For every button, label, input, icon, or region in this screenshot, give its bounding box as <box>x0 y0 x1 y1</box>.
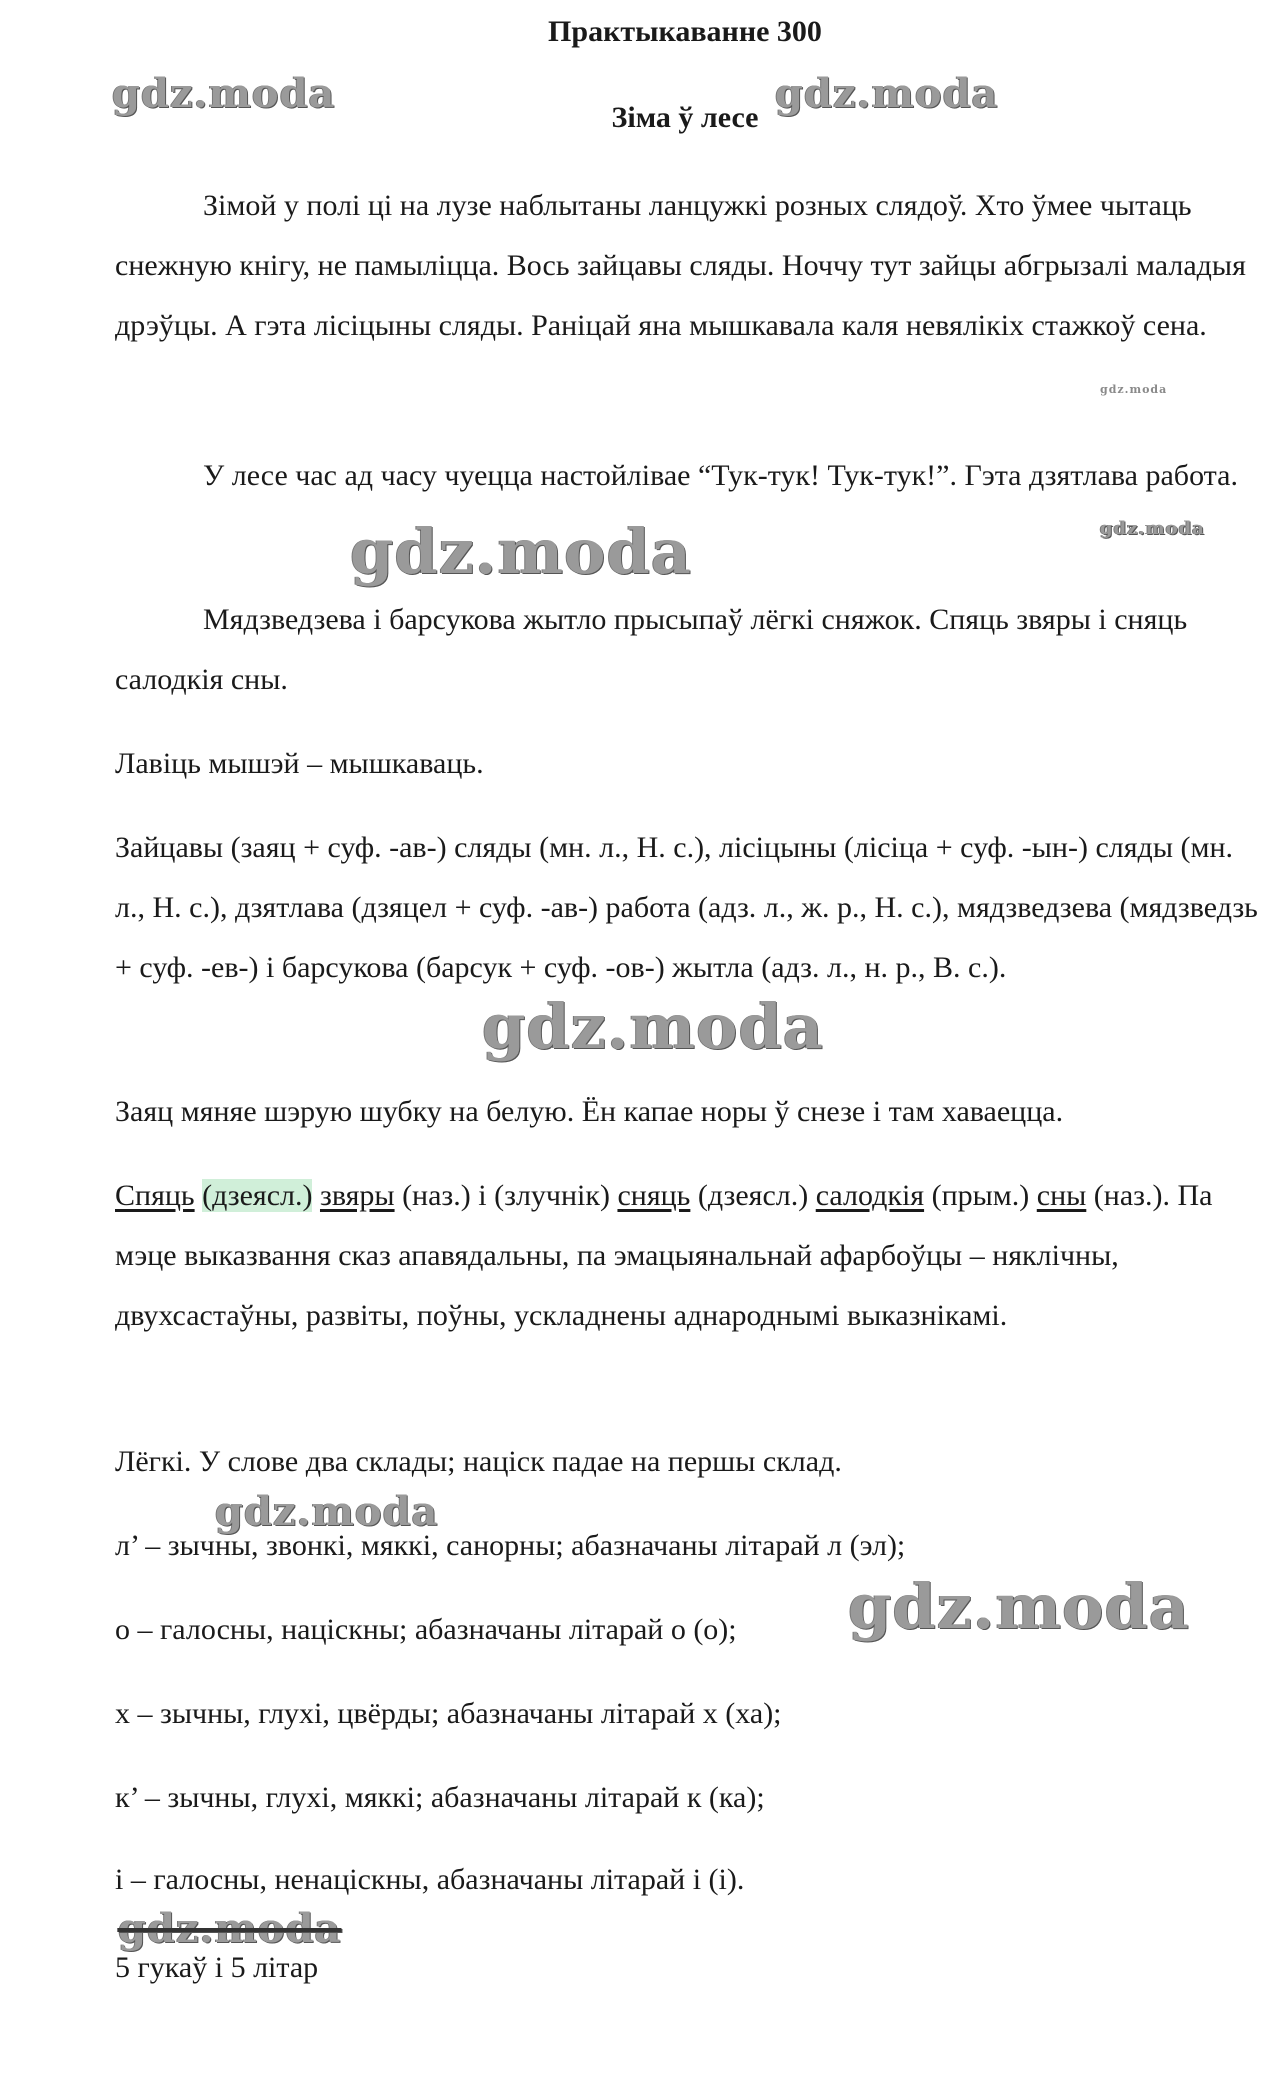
phonetic-line-3: х – зычны, глухі, цвёрды; абазначаны літарай х (ха); <box>115 1697 782 1730</box>
paragraph-8: Лёгкі. У слове два склады; націск падае на першы склад. <box>115 1445 842 1478</box>
phonetic-count: 5 гукаў і 5 літар <box>115 1951 319 1984</box>
paragraph-6: Заяц мяняе шэрую шубку на белую. Ён капае норы ў снезе і там хаваецца. <box>115 1095 1064 1128</box>
analysis-word-5: сны <box>1036 1179 1087 1212</box>
phonetic-line-5: і – галосны, ненаціскны, абазначаны літарай і (і). <box>115 1863 745 1896</box>
paragraph-3: Мядзведзева і барсукова жытло прысыпаў лёгкі сняжок. Спяць звяры і сняць салодкія сны. <box>115 603 1188 696</box>
analysis-rest: (наз.). Па мэце выказвання сказ апавядальны, па эмацыянальнай афарбоўцы – няклічны, двухсастаўны, развіты, поўны, ускладнены аднароднымі выказнікамі. <box>115 1179 1213 1332</box>
watermark-logo: gdz.moda <box>848 1570 1190 1643</box>
phonetic-line-4: к’ – зычны, глухі, мяккі; абазначаны літарай к (ка); <box>115 1781 765 1814</box>
watermark-logo: gdz.moda <box>112 70 336 117</box>
paragraph-1: Зімой у полі ці на лузе наблытаны ланцужкі розных слядоў. Хто ўмее чытаць снежную кнігу, не памыліцца. Вось зайцавы сляды. Ноччу тут зайцы абгрызалі маладыя дрэўцы. А гэта лісіцыны сляды. Раніцай яна мышкавала каля невялікіх стажкоў сена. <box>115 189 1246 342</box>
watermark-logo: gdz.moda <box>482 990 824 1063</box>
text-title: Зіма ў лесе <box>611 101 759 134</box>
paragraph-2: У лесе час ад часу чуецца настойлівае “Тук-тук! Тук-тук!”. Гэта дзятлава работа. <box>203 459 1238 492</box>
analysis-label-4: (прым.) <box>931 1179 1030 1212</box>
paragraph-4: Лавіць мышэй – мышкаваць. <box>115 747 484 780</box>
watermark-logo: gdz.moda <box>350 515 692 588</box>
watermark-logo: gdz.moda <box>1100 518 1205 539</box>
analysis-word-1: Спяць <box>115 1179 195 1212</box>
phonetic-line-1: л’ – зычны, звонкі, мяккі, санорны; абазначаны літарай л (эл); <box>115 1529 906 1562</box>
analysis-label-3: (дзеясл.) <box>697 1179 809 1212</box>
analysis-label-2: (наз.) і (злучнік) <box>402 1179 610 1212</box>
watermark-logo: gdz.moda <box>775 70 999 117</box>
phonetic-line-2: о – галосны, націскны; абазначаны літарай о (о); <box>115 1613 737 1646</box>
watermark-logo: gdz.moda <box>118 1905 342 1952</box>
paragraph-5: Зайцавы (заяц + суф. -ав-) сляды (мн. л., Н. с.), лісіцыны (лісіца + суф. -ын-) сляды (мн. л., Н. с.), дзятлава (дзяцел + суф. -ав-) работа (адз. л., ж. р., Н. с.), мядзведзева (мядзведзь + суф. -ев-) і барсукова (барсук + суф. -ов-) жытла (адз. л., н. р., В. с.). <box>115 831 1258 984</box>
watermark-logo: gdz.moda <box>1100 383 1168 396</box>
analysis-word-2: звяры <box>319 1179 395 1212</box>
watermark-logo: gdz.moda <box>215 1488 439 1535</box>
sentence-analysis <box>115 1166 1265 1346</box>
analysis-label-1: (дзеясл.) <box>202 1179 313 1212</box>
exercise-title: Практыкаванне 300 <box>548 15 822 48</box>
analysis-word-3: сняць <box>617 1179 691 1212</box>
analysis-word-4: салодкія <box>815 1179 925 1212</box>
